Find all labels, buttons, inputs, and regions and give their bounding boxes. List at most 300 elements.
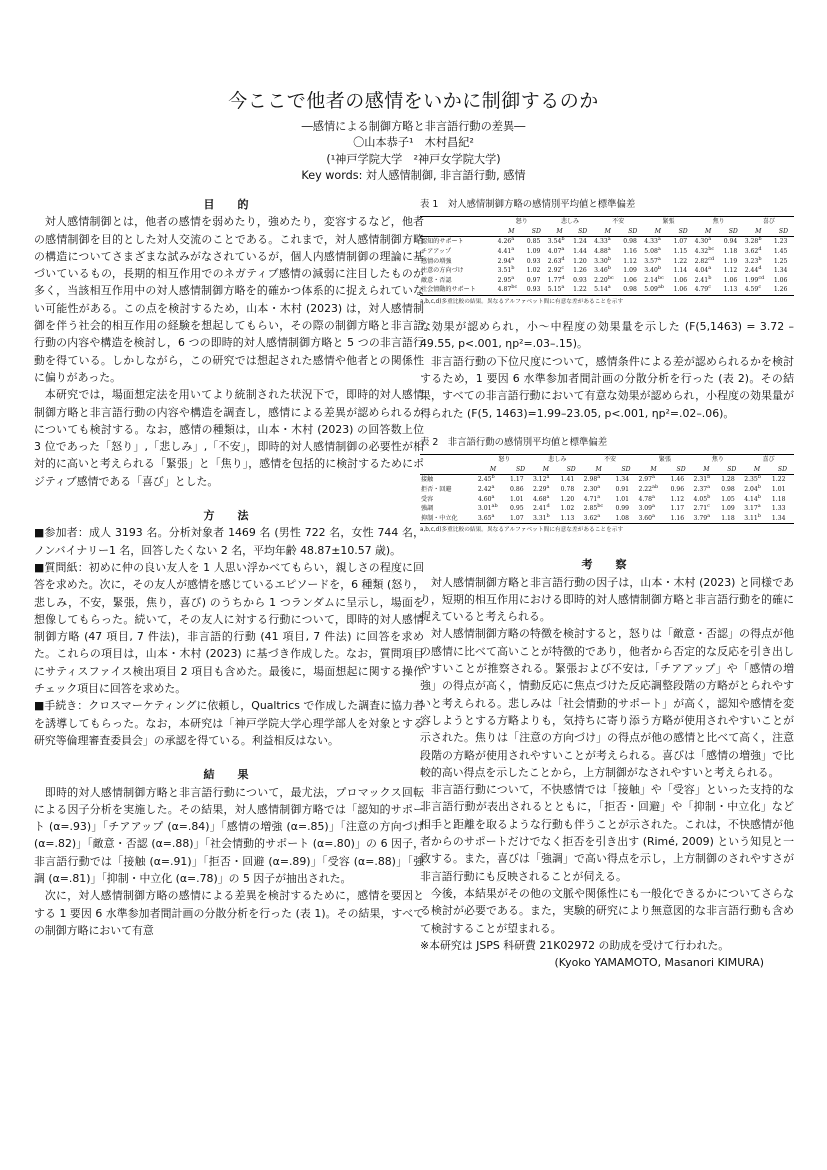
sd-cell: 1.44 [573,248,587,256]
method-procedure: ■手続き：クロスマーケティングに依頼し，Qualtrics で作成した調査に協力者を誘導してもらった。なお，本研究は「神戸学院大学心理学部人を対象とする研究等倫理審査委員会」の承認を得ている。利益相反はない。 [34,699,424,747]
mean-value: 2.42 [477,485,492,493]
sd-cell: 1.02 [526,267,541,275]
sd-cell: 1.17 [510,476,524,484]
emotion-column-header: 喜び [743,455,794,465]
significance-letter: b [491,474,495,481]
mean-value: 2.14 [644,276,658,284]
table-2-emotion-header [420,455,794,465]
sd-cell: 0.94 [723,238,738,246]
emotion-column-header: 喜び [744,217,794,227]
significance-letter: a [652,512,656,519]
mean-value: 4.26 [497,238,512,246]
mean-column-header: M [583,465,615,475]
sd-cell: 1.08 [614,514,637,524]
sd-cell: 1.20 [573,257,587,265]
mean-column-header: M [477,465,509,475]
table-corner-cell [420,455,477,465]
sd-cell: 1.18 [720,514,743,524]
sd-cell: 1.01 [615,495,630,503]
sd-cell: 1.06 [723,276,738,284]
table-1 [420,196,794,306]
significance-letter: a [708,236,712,243]
mean-value: 2.98 [583,476,598,484]
mean-value: 2.97 [638,476,653,484]
significance-letter: a [607,236,611,243]
significance-letter: a [491,483,495,490]
mean-value: 2.95 [497,276,512,284]
mean-value: 3.62 [744,248,759,256]
mean-value: 2.85 [583,505,598,513]
significance-letter: a [652,503,656,510]
method-questionnaire: ■質問紙：初めに仲の良い友人を 1 人思い浮かべてもらい，親しさの程度に回答を求めた。次に，その友人が感情を感じているエピソードを，6 種類 (怒り，悲しみ，不安，緊張，焦り，喜び) のうちから 1 つランダムに呈示し，場面を想像してもらった。続いて，その友人に対する行動について，即時的対人感情制御方略 (47 項目, 7 件法)，非言語的行動 (41 項目, 7 件法) に回答を求めた。これらの項目は，山本・木村 (2023) に基づき作成した。なお，質問項目にサティスファイス検出項目 2 項目も含めた。最後に，場面想起に関する操作チェック項目に回答を求めた。 [34,560,424,696]
mean-value: 2.29 [532,485,547,493]
mean-value: 5.09 [644,286,658,294]
mean-value: 4.41 [497,248,512,256]
discussion-paragraph-4: 今後，本結果がその他の文脈や関係性にも一般化できるかについてさらなる検討が必要である。また，実験的研究により無意図的な非言語行動も含めて検討することが望まれる。 [420,886,794,935]
significance-letter: a [607,284,611,291]
table-row [420,475,794,485]
emotion-column-header: 緊張 [637,455,692,465]
significance-letter: a [657,236,661,243]
mean-value: 4.05 [693,495,708,503]
mean-column-header: M [532,465,560,475]
sd-column-header: SD [771,465,794,475]
significance-letter: a [511,274,515,281]
significance-letter: a [546,483,550,490]
sd-cell: 0.95 [510,505,524,513]
mean-cell [547,247,572,257]
mean-value: 2.41 [532,505,547,513]
row-label: 拒否・回避 [421,485,452,493]
sd-cell: 1.33 [771,505,786,513]
mean-column-header: M [547,227,572,237]
section-heading-method: 方 法 [203,509,255,523]
sd-cell: 1.22 [771,476,786,484]
section-heading-discussion: 考 察 [581,558,633,572]
significance-letter: b [758,236,762,243]
mean-column-header: M [643,227,672,237]
mean-column-header: M [637,465,669,475]
mean-value: 4.68 [532,495,547,503]
significance-letter: c [708,284,711,291]
sd-cell: 0.98 [623,238,637,246]
mean-value: 2.30 [583,485,598,493]
sd-cell: 1.18 [771,495,786,503]
significance-letter: bc [597,503,604,510]
mean-value: 4.60 [477,495,492,503]
table-2-body [420,475,794,524]
sd-cell: 1.34 [615,476,630,484]
mean-value: 2.71 [693,505,708,513]
sd-cell: 1.06 [673,285,694,295]
mean-cell [743,514,771,524]
sd-cell: 1.24 [573,238,587,246]
sd-cell: 0.98 [622,285,643,295]
significance-letter: b [607,265,611,272]
sd-cell: 1.14 [673,267,688,275]
mean-value: 4.33 [644,238,658,246]
funding-note: ※本研究は JSPS 科研費 21K02972 の助成を受けて行われた。 [420,938,730,952]
sd-cell: 1.16 [623,248,637,256]
mean-value: 2.37 [693,485,708,493]
significance-letter: ab [652,483,659,490]
mean-value: 1.77 [547,276,562,284]
significance-letter: b [708,274,712,281]
mean-value: 2.35 [744,476,758,484]
sd-cell: 1.12 [623,257,637,265]
significance-letter: a [546,474,550,481]
table-corner-cell [420,465,477,475]
sd-cell: 0.91 [615,485,630,493]
table-row [420,504,794,514]
table-row [420,514,794,524]
mean-column-header: M [744,227,773,237]
row-label: チアアップ [421,248,452,256]
mean-value: 3.57 [644,257,658,265]
mean-value: 5.15 [547,286,562,294]
mean-cell [547,276,572,286]
sd-cell: 1.34 [773,267,788,275]
row-label: 強調 [421,505,434,513]
purpose-paragraph-1: 対人感情制御とは，他者の感情を弱めたり，強めたり，変容するなど，他者の感情制御を目的とした対人交流のことである。これまで，対人感情制御方略の構造についてさまざまな試みがなされているが，個人内感情制御の理論に基づいているもの，長期的相互作用でのネガティブ感情の減弱に注目したものが多く，当該相互作用中の対人感情制御方略を的確かつ体系的に捉えられていない可能性がある。この点を検討するため，山本・木村 (2023) は，対人感情制御を伴う社会的相互作用の経験を想起してもらい，その際の制御方略と非言語行動の内容や構造を検討し，6 つの即時的対人感情制御方略と 5 つの非言語行動を得ている。しかしながら，この研究では想起された感情や他者との関係性に偏りがあった。 [34,215,424,384]
sd-cell: 1.23 [773,238,788,246]
mean-cell [637,514,669,524]
table-1-grid [420,216,794,296]
sd-cell: 1.09 [721,505,735,513]
emotion-column-header: 緊張 [643,217,693,227]
significance-letter: a [607,246,611,253]
discussion-paragraph-1: 対人感情制御方略と非言語行動の因子は，山本・木村 (2023) と同様であり，短期的相互作用における即時的対人感情制御方略と非言語行動を的確に捉えていると考えられる。 [420,575,794,624]
mean-value: 3.40 [644,267,658,275]
sd-cell: 1.13 [560,514,583,524]
significance-letter: a [757,503,761,510]
mean-value: 5.14 [594,286,608,294]
significance-letter: b [757,493,761,500]
table-row [420,485,794,495]
mean-cell [593,285,622,295]
sd-cell: 0.93 [526,285,547,295]
significance-letter: b [758,255,762,262]
sd-column-header: SD [622,227,643,237]
significance-letter: bc [511,284,518,291]
sd-cell: 1.05 [721,495,735,503]
mean-cell [547,237,572,247]
significance-letter: b [757,483,761,490]
mean-cell [497,285,526,295]
paper-title: 今ここで他者の感情をいかに制御するのか [228,90,599,112]
mean-value: 3.62 [583,514,598,522]
sd-cell: 1.25 [773,257,788,265]
row-label: 感情の増強 [421,257,452,265]
purpose-paragraph-2: 本研究では，場面想定法を用いてより統制された状況下で，即時的対人感情制御方略と非言語行動の内容や構造を調査し，感情による差異が認められるかについても検討する。なお，感情の種類は，山本・木村 (2023) の回答数上位 3 位であった「怒り」,「悲しみ」,「不安」，即時的対人感情制御の必要性が相対的に高いと考えられる「緊張」と「焦り」，感情を包括的に検討するためにポジティブ感情である「喜び」とした。 [34,388,424,488]
mean-value: 4.59 [744,286,759,294]
sd-cell: 1.26 [773,285,794,295]
significance-letter: b [657,265,662,272]
sd-cell: 0.99 [615,505,630,513]
mean-value: 2.82 [694,257,709,265]
sd-cell: 1.06 [773,276,788,284]
emotion-column-header: 怒り [477,455,532,465]
sd-column-header: SD [673,227,694,237]
emotion-column-header: 不安 [583,455,638,465]
sd-cell: 0.93 [526,257,541,265]
significance-letter: a [707,512,711,519]
sd-cell: 0.97 [526,276,541,284]
mean-value: 4.14 [744,495,758,503]
mean-value: 2.22 [638,485,653,493]
affiliations: (¹神戸学院大学 ²神戸女学院大学) [326,153,501,166]
significance-letter: a [597,493,601,500]
sd-cell: 1.28 [721,476,735,484]
sd-cell: 0.78 [560,485,575,493]
mean-value: 4.33 [594,238,608,246]
mean-column-header: M [693,465,721,475]
significance-letter: bc [657,274,664,281]
sd-column-header: SD [614,465,637,475]
mean-value: 3.60 [638,514,653,522]
significance-letter: a [707,483,711,490]
significance-letter: c [561,265,565,272]
significance-letter: b [546,512,550,519]
significance-letter: a [652,493,656,500]
emotion-column-header: 怒り [497,217,547,227]
sd-cell: 0.93 [573,276,587,284]
emotion-column-header: 焦り [694,217,744,227]
row-label: 認知的サポート [421,238,464,246]
row-label: 社会情動的サポート [420,285,497,295]
sd-cell: 1.07 [509,514,532,524]
mean-value: 2.45 [477,476,492,484]
table-2-grid [420,454,794,524]
significance-letter: a [511,236,515,243]
significance-letter: b [757,512,761,519]
sd-cell: 1.46 [670,476,685,484]
sd-cell: 1.12 [723,267,738,275]
significance-letter: a [657,246,661,253]
mean-value: 3.46 [594,267,608,275]
sd-cell: 1.01 [510,495,524,503]
table-corner-cell [420,217,497,227]
table-1-note: a,b,c,d)多重比較の結果。異なるアルファベット間に有意な差があることを示す [420,299,624,306]
mean-value: 4.30 [694,238,709,246]
mean-column-header: M [593,227,622,237]
significance-letter: d [758,246,762,253]
mean-value: 2.44 [744,267,759,275]
section-heading-results: 結 果 [203,768,255,782]
paper-subtitle: ―感情による制御方略と非言語行動の差異― [301,120,526,133]
sd-column-header: SD [526,227,547,237]
table-row [420,285,794,295]
significance-letter: a [561,246,565,253]
sd-cell: 0.86 [510,485,524,493]
keywords: Key words: 対人感情制御, 非言語行動, 感情 [301,169,526,182]
mean-value: 5.08 [644,248,658,256]
mean-value: 3.54 [547,238,562,246]
mean-value: 3.51 [497,267,512,275]
row-label: 敵意・否認 [421,276,452,284]
mean-value: 4.71 [583,495,598,503]
mean-cell [583,514,615,524]
mean-value: 4.04 [694,267,709,275]
results-paragraph-1: 即時的対人感情制御方略と非言語行動について，最尤法，プロマックス回転による因子分析を実施した。その結果，対人感情制御方略では「認知的サポート (α=.93)」「チアアップ (α=.84)」「感情の増強 (α=.85)」「注意の方向づけ (α=.82)」「敵意・否認 (α=.88)」「社会情動的サポート (α=.80)」の 6 因子，非言語行動では「接触 (α=.91)」「拒否・回避 (α=.89)」「受容 (α=.88)」「強調 (α=.81)」「抑制・中立化 (α=.78)」の 5 因子が抽出された。 [34,785,424,885]
sd-column-header: SD [773,227,794,237]
mean-cell [694,285,723,295]
table-2 [420,434,794,534]
sd-cell: 1.26 [573,267,587,275]
significance-letter: a [491,493,495,500]
table-2-caption: 表 2 非言語行動の感情別平均値と標準偏差 [420,436,608,448]
significance-letter: a [597,474,601,481]
sd-cell: 1.19 [723,257,738,265]
author-signature: (Kyoko YAMAMOTO, Masanori KIMURA) [554,956,764,970]
mean-value: 2.20 [594,276,608,284]
mean-value: 3.65 [477,514,492,522]
mean-value: 3.17 [744,505,758,513]
significance-letter: b [707,493,711,500]
sd-cell: 1.07 [673,238,688,246]
results-paragraph-3: な効果が認められ，小～中程度の効果量を示した (F(5,1463) = 3.72 –49.55, p<.001, ηp²=.03–.15)。 [420,320,794,351]
significance-letter: a [652,474,656,481]
table-2-stat-header [420,465,794,475]
section-heading-purpose: 目 的 [203,198,255,211]
table-corner-cell [420,227,497,237]
sd-cell: 1.06 [623,276,637,284]
emotion-column-header: 悲しみ [547,217,593,227]
mean-value: 3.09 [638,505,653,513]
table-2-note: a,b,c,d)多重比較の結果。異なるアルファベット間に有意な差があることを示す [420,527,624,534]
mean-value: 1.99 [744,276,759,284]
sd-cell: 1.34 [771,514,794,524]
sd-cell: 1.15 [673,248,688,256]
significance-letter: d [546,503,550,510]
sd-column-header: SD [560,465,583,475]
discussion-paragraph-2: 対人感情制御方略の特徴を検討すると，怒りは「敵意・否認」の得点が他の感情に比べて高いことが特徴的であり，他者から否定的な反応を引き出しやすいことが推察される。緊張および不安は,「チアアップ」や「感情の増強」の得点が高く，情動反応に焦点づけた反応調整段階の方略がとられやすいと考えられる。悲しみは「社会情動的サポート」が高く，認知や感情を変容しようとする方略よりも，気持ちに寄り添う方略が使用されやすいことが示された。焦りは「注意の方向づけ」の得点が他の感情と比べて高く，注意段階の方略が使用されやすいことが考えられる。喜びは「感情の増強」で比較的高い得点を示したことから，上方制御がなされやすいと考えられる。 [420,627,794,779]
mean-value: 4.78 [638,495,653,503]
sd-cell: 0.98 [721,485,735,493]
mean-column-header: M [743,465,771,475]
mean-value: 3.30 [594,257,608,265]
significance-letter: b [511,265,515,272]
sd-cell: 1.06 [673,276,688,284]
table-1-emotion-header [420,217,794,227]
significance-letter: b [707,474,711,481]
mean-cell [693,514,721,524]
sd-cell: 1.13 [723,285,744,295]
significance-letter: d [758,265,762,272]
sd-cell: 1.20 [560,495,575,503]
sd-cell: 1.16 [670,514,693,524]
significance-letter: cd [758,274,765,281]
mean-value: 3.31 [532,514,547,522]
sd-column-header: SD [509,465,532,475]
mean-value: 2.04 [744,485,758,493]
significance-letter: a [657,255,661,262]
significance-letter: a [491,512,495,519]
mean-cell [643,285,672,295]
mean-value: 3.01 [477,505,492,513]
mean-value: 4.88 [594,248,608,256]
row-label: 接触 [421,476,434,484]
sd-cell: 1.22 [673,257,688,265]
mean-cell [477,514,509,524]
mean-value: 4.87 [497,286,512,294]
sd-cell: 1.01 [771,485,786,493]
significance-letter: b [561,236,565,243]
sd-cell: 1.09 [623,267,637,275]
sd-cell: 1.45 [773,248,788,256]
sd-cell: 1.17 [670,505,685,513]
sd-column-header: SD [720,465,743,475]
left-column [34,196,424,939]
mean-value: 3.79 [693,514,708,522]
mean-value: 4.32 [694,248,709,256]
significance-letter: cd [708,255,715,262]
significance-letter: bc [708,246,715,253]
sd-cell: 0.85 [526,238,541,246]
emotion-column-header: 悲しみ [532,455,583,465]
emotion-column-header: 不安 [593,217,643,227]
significance-letter: ab [657,284,665,291]
sd-cell: 1.22 [572,285,593,295]
table-1-caption: 表 1 対人感情制御方略の感情別平均値と標準偏差 [420,199,636,210]
significance-letter: a [708,265,712,272]
mean-column-header: M [497,227,526,237]
significance-letter: a [511,255,515,262]
table-1-body [420,237,794,296]
authors: 〇山本恭子¹ 木村昌紀² [353,136,474,149]
mean-value: 2.41 [694,276,709,284]
sd-cell: 1.18 [723,248,738,256]
sd-cell: 1.09 [526,248,541,256]
mean-value: 3.11 [744,514,758,522]
mean-value: 2.94 [497,257,512,265]
mean-value: 3.28 [744,238,759,246]
row-label: 受容 [421,495,434,503]
mean-column-header: M [694,227,723,237]
results-paragraph-4: 非言語行動の下位尺度について，感情条件による差が認められるかを検討するため，1 要因 6 水準参加者間計画の分散分析を行った (表 2)。その結果，すべての非言語行動において有意な効果が認められ，小程度の効果量が得られた (F(5, 1463)=1.99–23.05, p<.001, ηp²=.02–.06)。 [420,354,794,420]
table-row [420,495,794,505]
mean-cell [547,257,572,267]
sd-column-header: SD [723,227,744,237]
sd-cell: 1.02 [560,505,575,513]
significance-letter: d [561,255,565,262]
significance-letter: a [597,512,601,519]
row-label: 抑制・中立化 [420,514,477,524]
mean-value: 2.92 [547,267,562,275]
significance-letter: d [561,274,565,281]
mean-cell [547,285,572,295]
sd-column-header: SD [670,465,693,475]
sd-column-header: SD [572,227,593,237]
significance-letter: a [546,493,550,500]
right-column [420,196,794,971]
sd-cell: 0.96 [670,485,685,493]
mean-cell [532,514,560,524]
significance-letter: a [511,246,515,253]
sd-cell: 1.41 [560,476,575,484]
discussion-paragraph-3: 非言語行動について，不快感情では「接触」や「受容」といった支持的な非言語行動が表出されるとともに，「拒否・回避」や「抑制・中立化」など相手と距離を取るような行動も伴うことが示された。これは，不快感情が他者からのサポートだけでなく拒否を引き出す (Rimé, 2009) という知見と一致する。また，喜びは「強調」で高い得点を示し，上方制御のされやすさが非言語行動にも反映されることが伺える。 [420,783,794,883]
significance-letter: bc [607,274,614,281]
mean-value: 4.79 [694,286,709,294]
mean-cell [744,285,773,295]
significance-letter: c [758,284,762,291]
significance-letter: a [597,483,601,490]
mean-cell [547,266,572,276]
sd-cell: 1.12 [670,495,685,503]
mean-value: 4.07 [547,248,562,256]
significance-letter: ab [491,503,498,510]
method-participants: ■参加者：成人 3193 名。分析対象者 1469 名 (男性 722 名，女性 744 名，ノンバイナリー1 名，回答したくない 2 名，平均年齢 48.87±10.57 歳)。 [34,526,424,557]
